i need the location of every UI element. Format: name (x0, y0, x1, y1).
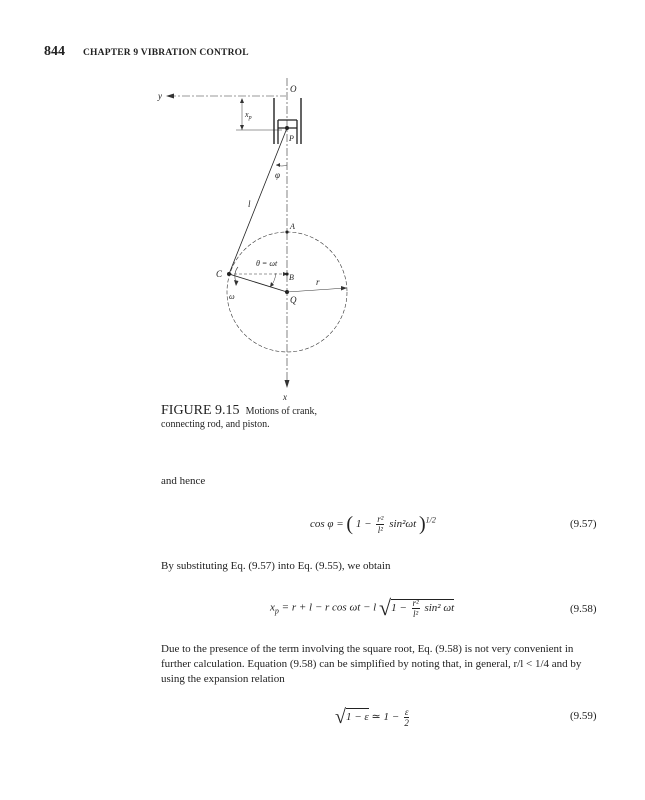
x-axis-arrow (285, 380, 290, 388)
equation-9-58: $x_p = r + l - r$ cos ωt − l √1 − $\frac{\text{r²}}{\text{l²}}$ sin² ωt (270, 595, 455, 620)
substituting-text: By substituting Eq. (9.57) into Eq. (9.55), we obtain (161, 560, 391, 572)
label-xp: $x_p$ (245, 110, 252, 121)
label-x: x (283, 392, 287, 400)
due-to-paragraph: Due to the presence of the term involving the square root, Eq. (9.58) is not very convenient in further calculation. Equation (9.58) can be simplified by noting that, in general, r/l < 1/4 and by using the expansion relation (161, 643, 582, 685)
radius-line (287, 288, 346, 292)
label-C: C (216, 269, 223, 279)
y-axis-arrow (166, 94, 174, 99)
label-l: l (248, 199, 251, 209)
figure-caption-label: FIGURE 9.15 (161, 403, 240, 418)
label-B: B (289, 273, 294, 282)
label-phi: φ (275, 170, 280, 180)
equation-9-57: cos φ = ( 1 − $\frac{\text{r²}}{\text{l²}}$ sin²ωt )$^{1/2}$ (310, 513, 436, 535)
label-omega: ω (229, 292, 235, 301)
label-theta: θ = ωt (256, 259, 278, 268)
label-Q: Q (290, 295, 297, 305)
equation-9-59: √1 − ε ≃ 1 − $\frac{\varepsilon}{2}$ (335, 706, 409, 728)
crank-mechanism-figure (150, 70, 370, 400)
equation-number-9-57: (9.57) (570, 518, 597, 530)
figure-caption (161, 404, 361, 431)
label-A: A (290, 222, 295, 231)
equation-number-9-59: (9.59) (570, 710, 597, 722)
label-y: y (158, 91, 162, 101)
connecting-rod (229, 128, 287, 274)
page-number: 844 (44, 44, 65, 59)
label-P: P (289, 134, 294, 143)
label-O: O (290, 84, 297, 94)
chapter-title: CHAPTER 9 VIBRATION CONTROL (83, 48, 249, 58)
point-A (285, 230, 288, 233)
label-r: r (316, 277, 320, 287)
piston (278, 120, 297, 144)
figure-caption-text: Motions of crank, connecting rod, and piston. (161, 406, 317, 430)
running-header (44, 42, 249, 60)
and-hence-text: and hence (161, 475, 206, 487)
crank-arm (229, 274, 287, 292)
equation-number-9-58: (9.58) (570, 603, 597, 615)
